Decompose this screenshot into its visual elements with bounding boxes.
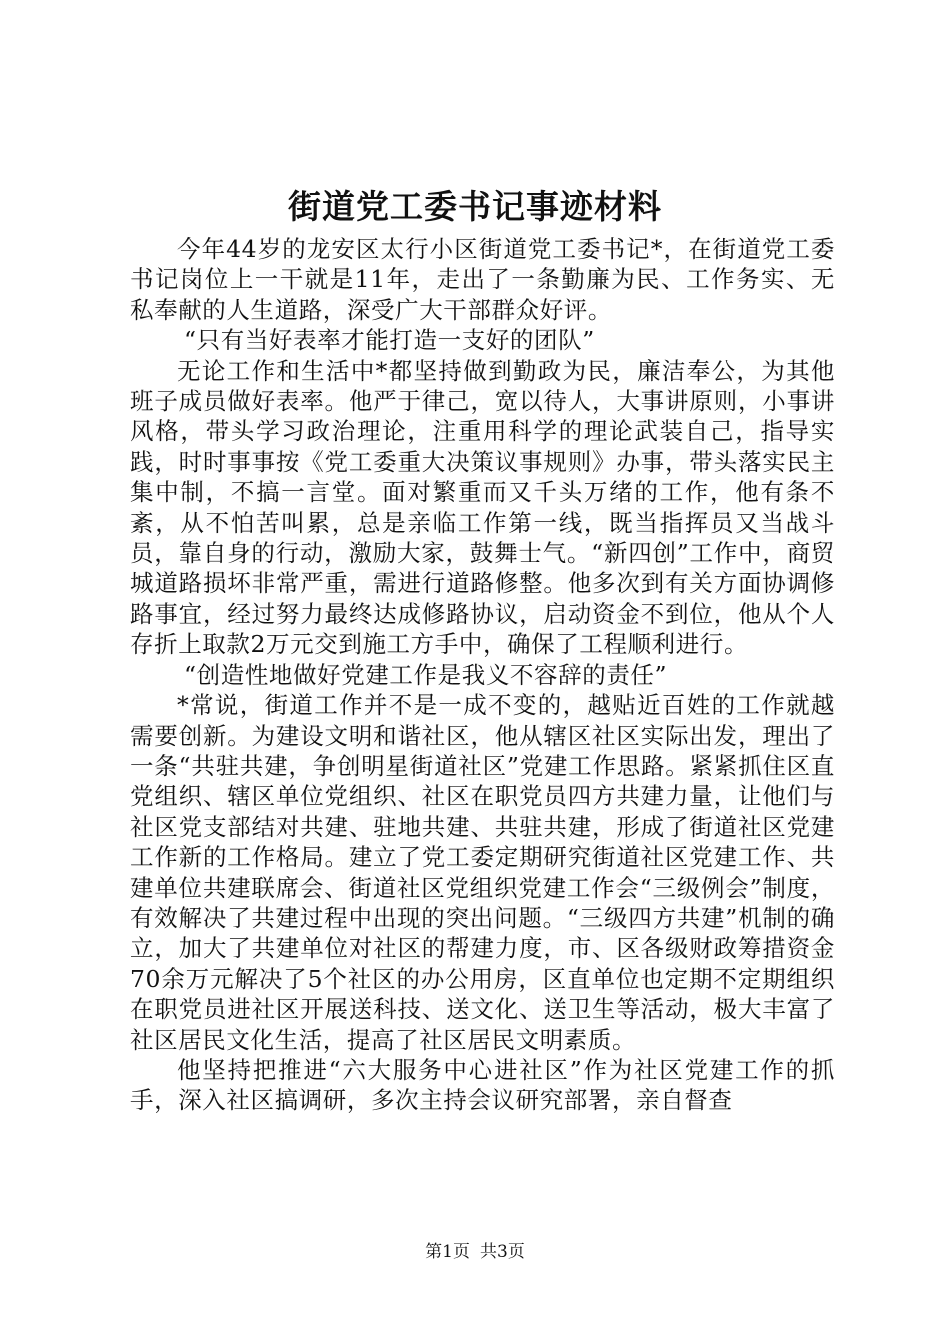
body-paragraph-service-centers: 他坚持把推进“六大服务中心进社区”作为社区党建工作的抓手，深入社区搞调研，多次主持会议研究部署，亲自督查	[130, 1055, 835, 1115]
page-total: 共3页	[480, 1242, 525, 1262]
section-heading-party-building: “创造性地做好党建工作是我义不容辞的责任”	[184, 660, 668, 689]
body-paragraph-intro: 今年44岁的龙安区太行小区街道党工委书记*，在街道党工委书记岗位上一干就是11年，走出了一条勤廉为民、工作务实、无私奉献的人生道路，深受广大干部群众好评。	[130, 235, 835, 324]
page-number: 第1页	[425, 1242, 470, 1262]
page-footer	[0, 1240, 950, 1264]
body-paragraph-party-building: *常说，街道工作并不是一成不变的，越贴近百姓的工作就越需要创新。为建设文明和谐社区，他从辖区社区实际出发，理出了一条“共驻共建，争创明星街道社区”党建工作思路。紧紧抓住区直党组织、辖区单位党组织、社区在职党员四方共建力量，让他们与社区党支部结对共建、驻地共建、共驻共建，形成了街道社区党建工作新的工作格局。建立了党工委定期研究街道社区党建工作、共建单位共建联席会、街道社区党组织党建工作会“三级例会”制度，有效解决了共建过程中出现的突出问题。“三级四方共建”机制的确立，加大了共建单位对社区的帮建力度，市、区各级财政筹措资金70余万元解决了5个社区的办公用房，区直单位也定期不定期组织在职党员进社区开展送科技、送文化、送卫生等活动，极大丰富了社区居民文化生活，提高了社区居民文明素质。	[130, 691, 835, 1054]
section-heading-role-model: “只有当好表率才能打造一支好的团队”	[184, 326, 595, 355]
document-title: 街道党工委书记事迹材料	[288, 187, 662, 226]
document-body	[130, 234, 835, 1116]
body-paragraph-role-model: 无论工作和生活中*都坚持做到勤政为民，廉洁奉公，为其他班子成员做好表率。他严于律己，宽以待人，大事讲原则，小事讲风格，带头学习政治理论，注重用科学的理论武装自己，指导实践，时时事事按《党工委重大决策议事规则》办事，带头落实民主集中制，不搞一言堂。面对繁重而又千头万绪的工作，他有条不紊，从不怕苦叫累，总是亲临工作第一线，既当指挥员又当战斗员，靠自身的行动，激励大家，鼓舞士气。“新四创”工作中，商贸城道路损坏非常严重，需进行道路修整。他多次到有关方面协调修路事宜，经过努力最终达成修路协议，启动资金不到位，他从个人存折上取款2万元交到施工方手中，确保了工程顺利进行。	[130, 356, 835, 659]
